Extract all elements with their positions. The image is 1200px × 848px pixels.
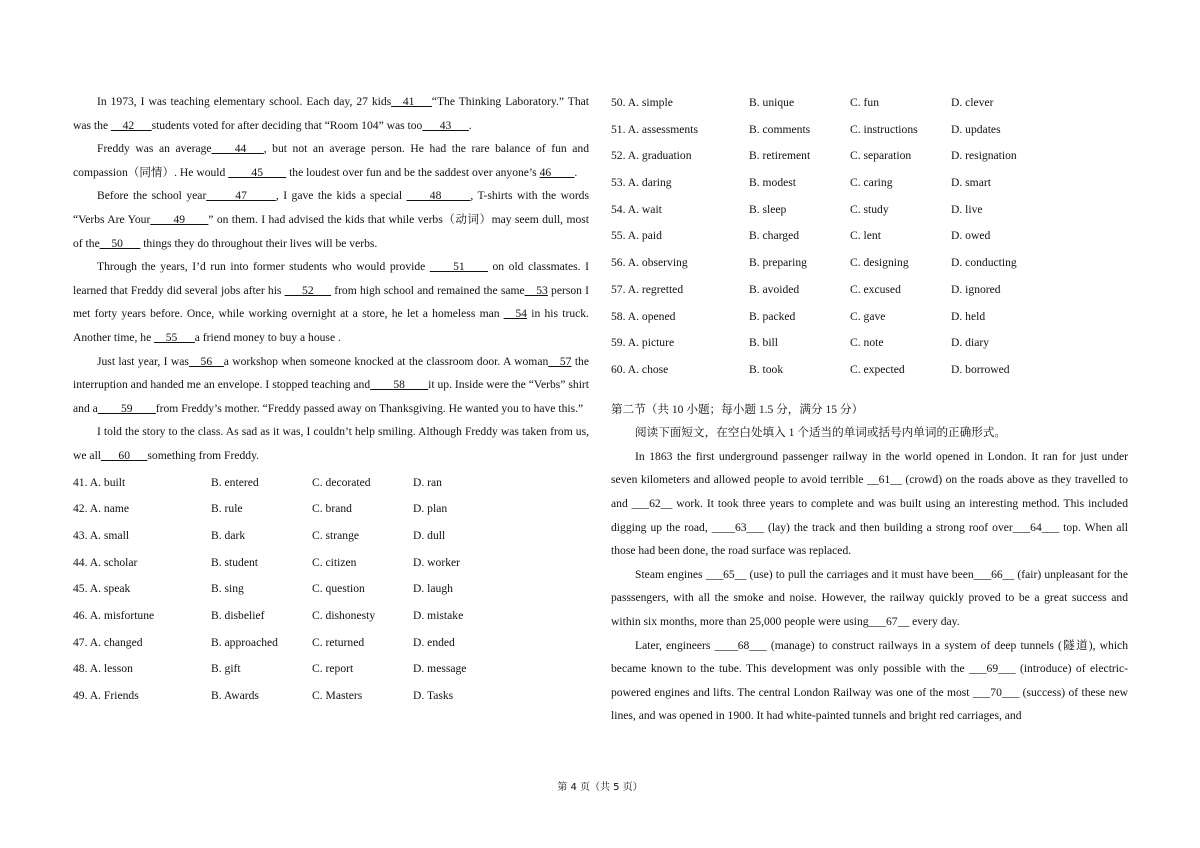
option-text: 49. A. Friends [73,689,139,702]
blank: __42___ [111,118,152,132]
paragraph [73,255,589,349]
text-segment: Through the years, I’d run into former students who would provide [97,260,430,274]
blank: ___52___ [284,283,332,297]
option-text: C. fun [850,96,879,109]
blank: __56__ [188,354,224,368]
option-row [611,143,1128,170]
left-column [73,90,589,710]
blank: __50___ [99,236,141,250]
option-text: 41. A. built [73,475,126,489]
option-row [611,223,1128,250]
option-row [611,197,1128,224]
blank: __53 [524,283,548,297]
option-text: B. disbelief [211,608,265,622]
option-row [611,117,1128,144]
option-text: B. bill [749,336,778,350]
option-row [73,470,589,497]
option-row [73,656,589,683]
blank: __57 [548,354,572,368]
option-text: B. Awards [211,689,259,702]
option-text: D. conducting [951,256,1017,270]
option-row [611,357,1128,384]
option-text: D. borrowed [951,362,1010,376]
text-segment: something from Freddy. [147,448,260,462]
option-text: C. excused [850,282,901,296]
text-segment: “The Thinking Laboratory.” That was the [73,95,589,132]
option-text: C. instructions [850,122,918,136]
paragraph [73,137,589,184]
text-segment: . [468,118,472,132]
text-segment: the interruption and handed me an envelope. I stopped teaching and [73,354,589,392]
option-text: D. smart [951,176,991,190]
option-text: C. report [312,662,354,676]
option-text: C. note [850,336,884,350]
text-segment: Later, engineers ____68___ (manage) to construct railways in a system of deep tunnels (隧道), which became known to the tube. This development was only possible with the ___69___ (introduce) of electric-powered engines and lifts. The central London Railway was one of the most ___70___ (success) of these new lines, and was opened in 1900. It had white-painted tunnels and bright red carriages, and [611,638,1128,723]
option-row [73,550,589,577]
option-text: C. citizen [312,555,357,569]
page-footer: 第 4 页（共 5 页） [557,782,643,793]
text-segment: Just last year, I was [97,354,189,368]
option-text: D. ended [413,635,455,649]
option-text: B. comments [749,122,811,136]
option-text: B. student [211,555,259,569]
option-text: B. sleep [749,202,787,216]
option-text: B. took [749,362,784,376]
text-segment: ” on them. I had advised the kids that while verbs（动词）may seem dull, most of the [73,212,589,250]
option-text: B. approached [211,635,278,649]
option-text: D. held [951,309,986,323]
option-text: D. resignation [951,149,1017,163]
option-text: 47. A. changed [73,635,143,649]
text-segment: I told the story to the class. As sad as it was, I couldn’t help smiling. Although Freddy was taken from us, we all [73,425,589,462]
option-text: C. question [312,582,365,596]
paragraph [73,184,589,255]
option-text: D. clever [951,96,994,109]
option-row [73,683,589,710]
paragraph [73,350,589,421]
text-segment: , but not an average person. He had the rare balance of fun and compassion（同情）. He would [73,142,589,179]
option-text: D. message [413,662,467,676]
option-row [611,170,1128,197]
blank: __55___ [154,330,195,344]
option-row [611,90,1128,117]
option-text: 50. A. simple [611,96,673,109]
option-text: B. gift [211,662,241,676]
text-segment: Before the school year [97,189,207,203]
options-list [73,470,589,710]
blank: ____59____ [97,401,156,415]
option-text: C. brand [312,502,352,516]
option-text: 48. A. lesson [73,662,133,676]
option-text: D. plan [413,502,448,516]
text-segment: on old classmates. I learned that Freddy did several jobs after his [73,260,589,297]
option-text: C. expected [850,362,905,376]
option-row [611,330,1128,357]
option-text: B. dark [211,528,246,542]
option-text: D. laugh [413,582,453,596]
options-list [611,90,1128,384]
option-text: C. lent [850,229,881,243]
option-row [73,603,589,630]
option-text: B. charged [749,229,800,243]
option-text: 51. A. assessments [611,122,698,136]
option-text: B. avoided [749,282,800,296]
right-column [611,90,1128,728]
option-row [73,496,589,523]
option-text: C. caring [850,176,893,190]
paragraph [73,90,589,137]
option-text: B. entered [211,475,259,489]
text-segment: . [574,165,578,179]
blank: _____47_____ [206,189,276,203]
fill-in-passage [611,445,1128,728]
paragraph [73,420,589,467]
blank: 46____ [539,165,575,179]
option-text: 58. A. opened [611,309,676,323]
text-segment: Freddy was an average [97,142,212,156]
blank: ____49____ [150,212,209,226]
option-text: 45. A. speak [73,582,131,596]
option-text: 54. A. wait [611,202,662,216]
option-text: D. ignored [951,282,1001,296]
option-text: 44. A. scholar [73,555,138,569]
option-text: C. Masters [312,689,363,702]
paragraph [611,634,1128,728]
text-segment: , I gave the kids a special [275,189,407,203]
option-text: 46. A. misfortune [73,608,155,622]
option-text: 59. A. picture [611,336,675,350]
blank: ____48_____ [406,189,471,203]
option-row [611,277,1128,304]
text-segment: the loudest over fun and be the saddest over anyone’s [286,165,540,179]
paragraph [611,445,1128,563]
option-text: B. modest [749,176,797,190]
option-text: 60. A. chose [611,362,669,376]
text-segment: In 1973, I was teaching elementary school. Each day, 27 kids [97,95,392,108]
option-text: D. dull [413,528,446,542]
text-segment: from Freddy’s mother. “Freddy passed away on Thanksgiving. He wanted you to have this.” [155,401,584,415]
option-text: 52. A. graduation [611,149,692,163]
option-text: C. dishonesty [312,608,376,622]
option-text: B. preparing [749,256,807,270]
paragraph [611,563,1128,634]
option-text: D. diary [951,336,989,350]
text-segment: things they do throughout their lives will be verbs. [140,236,378,250]
option-text: D. owed [951,229,991,243]
text-segment: in his truck. Another time, he [73,307,589,344]
option-text: B. unique [749,96,795,109]
blank: ____45____ [228,165,287,179]
option-text: 57. A. regretted [611,282,684,296]
text-segment: , T-shirts with the words “Verbs Are Your [73,189,589,226]
section-instruction: 阅读下面短文，在空白处填入 1 个适当的单词或括号内单词的正确形式。 [635,426,1007,440]
text-segment: Steam engines ___65__ (use) to pull the carriages and it must have been___66__ (fair) unpleasant for the passsengers, with all the smoke and noise. However, the railway quickly proved to be a great success and within six months, more than 25,000 people were using___67__ every day. [611,567,1128,628]
option-text: 43. A. small [73,528,130,542]
option-text: C. designing [850,256,909,270]
text-segment: person I met forty years before. Once, while working overnight at a store, he let a homeless man [73,283,590,321]
option-text: C. decorated [312,475,371,489]
blank: ____58____ [370,378,429,392]
text-segment: a friend money to buy a house . [194,330,341,344]
blank: __54 [503,307,527,321]
section-title: 第二节（共 10 小题；每小题 1.5 分，满分 15 分） [611,402,864,416]
blank: ___60___ [101,448,148,462]
option-text: D. updates [951,122,1001,136]
cloze-passage [73,90,589,468]
option-text: D. Tasks [413,689,454,702]
option-row [611,250,1128,277]
option-text: C. returned [312,635,365,649]
option-text: D. live [951,202,983,216]
blank: ____51____ [429,260,488,274]
option-text: D. ran [413,475,442,489]
option-row [73,576,589,603]
blank: ____44___ [211,142,264,156]
option-text: 42. A. name [73,502,130,516]
text-segment: students voted for after deciding that “Room 104” was too [151,118,423,132]
option-text: B. retirement [749,149,811,163]
option-row [611,304,1128,331]
blank: __41___ [391,95,432,108]
text-segment: In 1863 the first underground passenger railway in the world opened in London. It ran for just under seven kilometers and allowed people to avoid terrible __61__ (crowd) on the roads above as they travelled to and ___62__ work. It took three years to complete and was built using an interesting method. This included digging up the road, ____63___ (lay) the track and then building a strong roof over___64___ top. When all those had been done, the road surface was replaced. [611,449,1128,558]
blank: ___43___ [422,118,469,132]
option-row [73,630,589,657]
option-text: C. separation [850,149,912,163]
option-text: C. gave [850,309,886,323]
option-text: D. mistake [413,608,464,622]
option-text: 53. A. daring [611,176,672,190]
option-row [73,523,589,550]
option-text: 55. A. paid [611,229,662,243]
text-segment: it up. Inside were the “Verbs” shirt and a [73,378,589,415]
option-text: D. worker [413,555,461,569]
text-segment: from high school and remained the same [331,283,525,297]
option-text: B. packed [749,309,796,323]
option-text: C. study [850,202,889,216]
text-segment: a workshop when someone knocked at the classroom door. A woman [223,354,549,368]
option-text: B. sing [211,582,244,596]
option-text: C. strange [312,528,360,542]
option-text: B. rule [211,502,243,516]
option-text: 56. A. observing [611,256,688,270]
